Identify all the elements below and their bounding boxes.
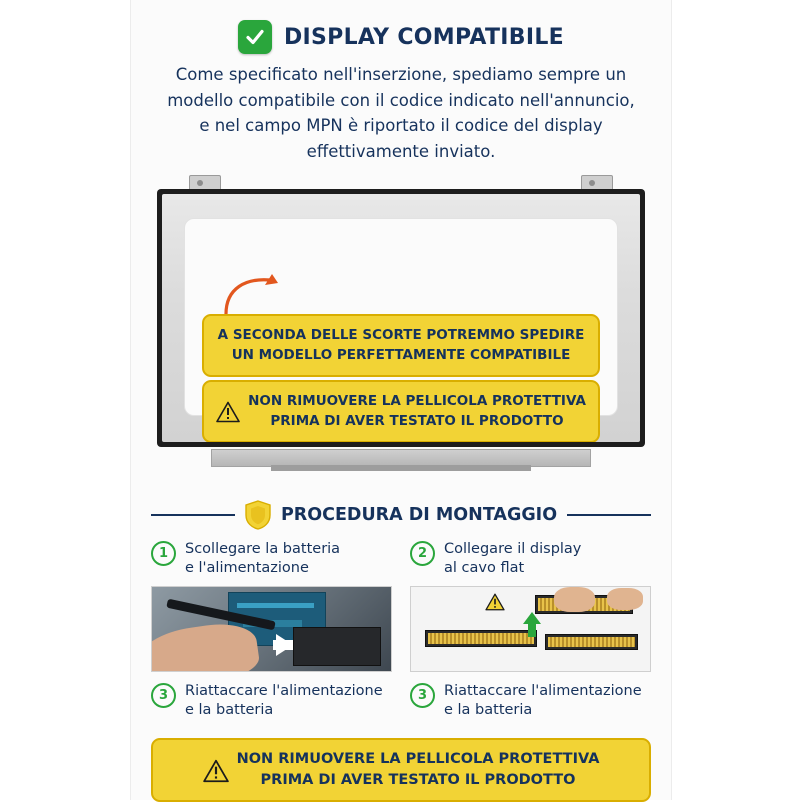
panel-surface <box>162 194 640 442</box>
intro-line-2: modello compatibile con il codice indicato nell'annuncio, <box>167 90 635 110</box>
divider-right <box>567 514 651 516</box>
compatibility-notice-box <box>202 314 600 377</box>
step-label <box>185 682 383 720</box>
warning-triangle-icon <box>216 401 240 423</box>
pointer-arrow-icon <box>276 634 293 656</box>
panel-bezel <box>157 189 645 447</box>
step-label <box>444 540 581 578</box>
warning-triangle-icon <box>485 593 505 615</box>
step-item <box>410 540 651 578</box>
footer-warning-line-2: PRIMA DI AVER TESTATO IL PRODOTTO <box>260 772 576 789</box>
step-label-line-1: Collegare il display <box>444 541 582 557</box>
step-number-badge: 3 <box>410 683 435 708</box>
step-number-badge: 1 <box>151 541 176 566</box>
step-label-line-1: Riattaccare l'alimentazione <box>185 682 383 699</box>
step-label-line-2: al cavo flat <box>444 559 525 576</box>
step-item <box>151 540 392 578</box>
step-label-line-2: e l'alimentazione <box>185 559 309 576</box>
intro-paragraph <box>151 62 651 164</box>
steps-grid <box>151 540 651 727</box>
step-label <box>185 540 340 578</box>
compatibility-notice-line-1: A SECONDA DELLE SCORTE POTREMMO SPEDIRE <box>217 327 585 343</box>
section-title: PROCEDURA DI MONTAGGIO <box>280 505 558 525</box>
footer-warning-line-1: NON RIMUOVERE LA PELLICOLA PROTETTIVA <box>236 751 600 767</box>
curved-arrow-icon <box>220 272 280 317</box>
content-sheet <box>130 0 672 800</box>
connector-graphic <box>425 630 537 646</box>
divider-left <box>151 514 235 516</box>
battery-graphic <box>293 627 381 666</box>
section-heading <box>151 500 651 530</box>
film-warning-line-1: NON RIMUOVERE LA PELLICOLA PROTETTIVA <box>248 393 586 409</box>
photo-battery-disconnect <box>151 586 392 672</box>
intro-line-3: e nel campo MPN è riportato il codice del display <box>199 116 603 136</box>
step-label-line-2: e la batteria <box>444 701 533 718</box>
finger-graphic <box>607 588 643 610</box>
film-warning-text <box>248 392 586 431</box>
step-number-badge: 2 <box>410 541 435 566</box>
finger-graphic <box>554 587 595 612</box>
connector-graphic <box>545 634 638 650</box>
intro-line-4: effettivamente inviato. <box>306 141 496 161</box>
footer-warning-banner <box>151 738 651 802</box>
insert-arrow-icon <box>523 612 541 624</box>
step-label-line-2: e la batteria <box>185 701 274 718</box>
intro-line-1: Come specificato nell'inserzione, spediamo sempre un <box>175 65 627 84</box>
compatibility-notice-line-2: UN MODELLO PERFETTAMENTE COMPATIBILE <box>231 346 571 363</box>
film-warning-line-2: PRIMA DI AVER TESTATO IL PRODOTTO <box>270 412 564 429</box>
step-label <box>444 682 642 720</box>
footer-warning-text <box>237 749 600 791</box>
step-number-badge: 3 <box>151 683 176 708</box>
check-icon <box>238 20 272 54</box>
steps-column-right <box>410 540 651 727</box>
header <box>131 20 671 54</box>
step-item <box>151 682 392 720</box>
display-panel-illustration <box>151 175 651 485</box>
step-item <box>410 682 651 720</box>
warning-triangle-icon <box>203 759 227 781</box>
step-label-line-1: Riattaccare l'alimentazione <box>444 682 642 699</box>
shield-icon <box>245 500 271 530</box>
panel-bottom-connector <box>271 465 531 471</box>
page-title: DISPLAY COMPATIBILE <box>283 24 564 50</box>
film-warning-box <box>202 380 600 442</box>
photo-flat-cable-connect <box>410 586 651 672</box>
steps-column-left <box>151 540 392 727</box>
step-label-line-1: Scollegare la batteria <box>185 541 341 557</box>
